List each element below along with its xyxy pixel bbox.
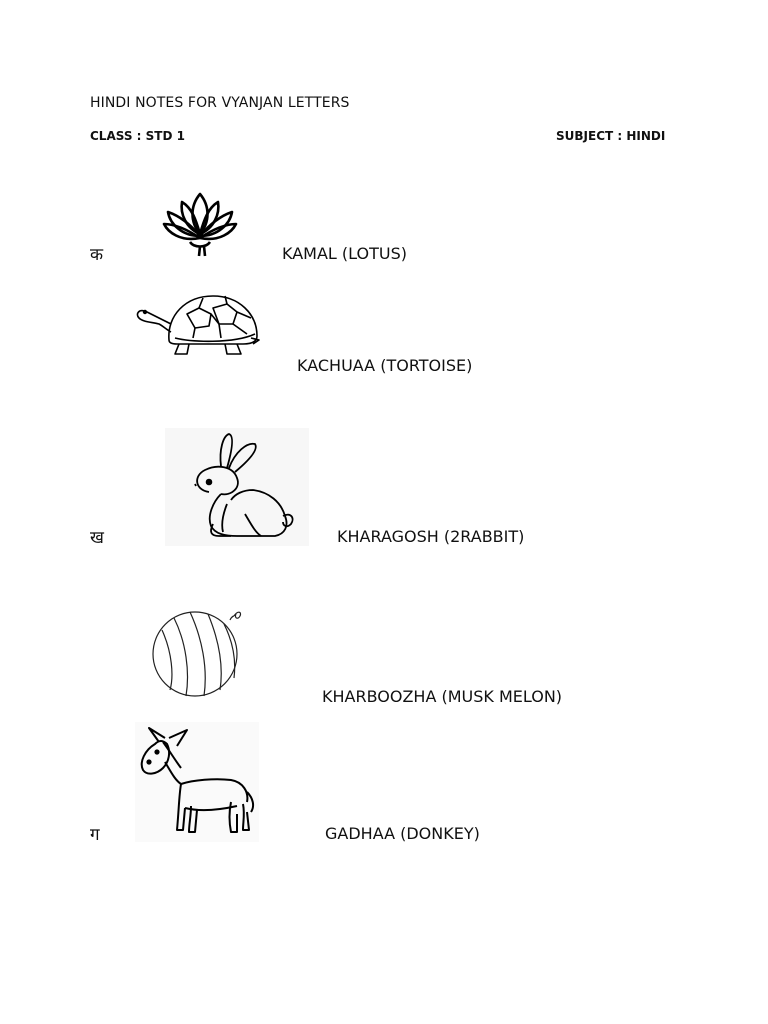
class-label: CLASS : STD 1 [90,129,185,143]
letter-kha: ख [90,528,104,548]
word-kharagosh: KHARAGOSH (2RABBIT) [337,527,525,546]
word-kachuaa: KACHUAA (TORTOISE) [297,356,473,375]
letter-ka: क [90,245,104,265]
letter-ga: ग [90,825,100,845]
rabbit-icon [165,428,309,546]
word-kharboozha: KHARBOOZHA (MUSK MELON) [322,687,563,706]
page-title: HINDI NOTES FOR VYANJAN LETTERS [90,95,350,111]
tortoise-icon [133,290,261,362]
donkey-icon [135,722,259,842]
lotus-icon [150,188,250,260]
word-kamal: KAMAL (LOTUS) [282,244,407,263]
word-gadhaa: GADHAA (DONKEY) [325,824,480,843]
melon-icon [150,602,246,698]
subject-label: SUBJECT : HINDI [556,129,666,143]
